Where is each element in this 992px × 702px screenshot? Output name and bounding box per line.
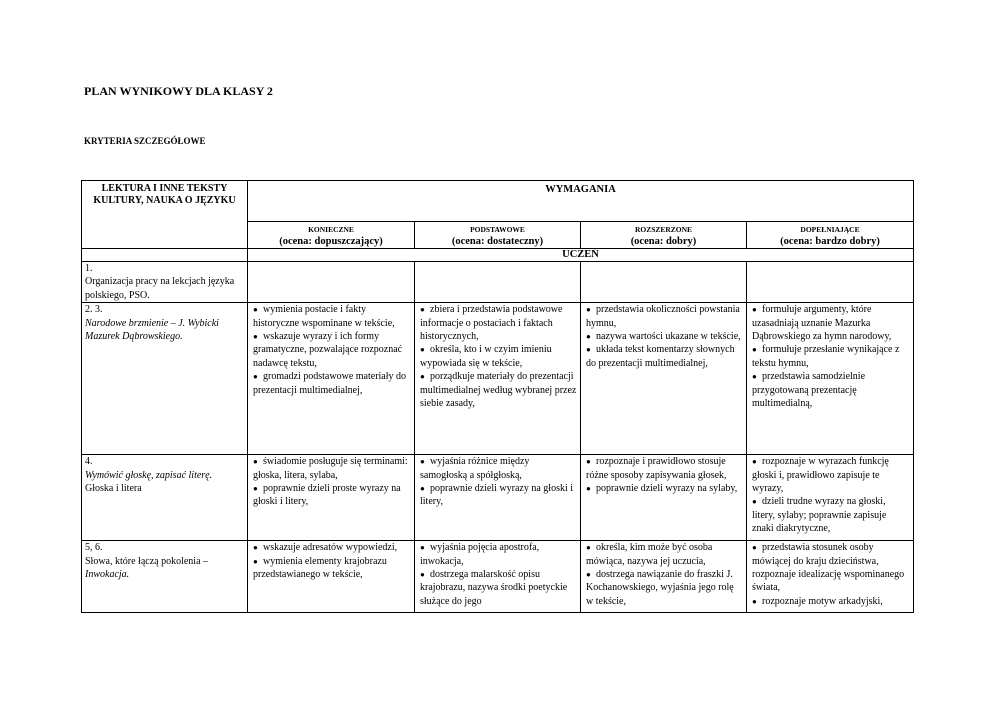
requirement-item <box>584 482 743 495</box>
level-name: KONIECZNE <box>308 225 354 234</box>
requirement-text: świadomie posługuje się terminami: głoska, litera, sylaba, <box>253 456 408 481</box>
level-grade: (ocena: dopuszczający) <box>279 236 383 247</box>
bullet-icon: ● <box>253 556 258 566</box>
level-header-dopelniajace <box>747 222 914 249</box>
requirement-cell <box>581 455 747 541</box>
bullet-icon: ● <box>586 457 591 467</box>
lesson-number: 2. 3. <box>85 304 103 316</box>
level-name: ROZSZERZONE <box>634 225 693 234</box>
bullet-icon: ● <box>586 305 591 315</box>
lesson-topic: Słowa, które łączą pokolenia – <box>85 555 209 567</box>
level-header-rozszerzone <box>581 222 747 249</box>
bullet-icon: ● <box>752 497 757 507</box>
requirement-cell <box>581 303 747 455</box>
lesson-topic: Organizacja pracy na lekcjach języka polskiego, PSO. <box>85 276 235 301</box>
bullet-icon: ● <box>420 484 425 494</box>
lesson-topic-italic: Inwokacja. <box>85 569 130 581</box>
requirement-text: formułuje przesłanie wynikające z tekstu hymnu, <box>752 344 900 369</box>
requirement-text: przedstawia okoliczności powstania hymnu, <box>586 304 740 329</box>
level-name: DOPEŁNIAJĄCE <box>800 225 860 234</box>
requirement-item <box>584 303 743 330</box>
bullet-icon: ● <box>253 543 258 553</box>
bullet-icon: ● <box>420 345 425 355</box>
requirement-item <box>584 455 743 482</box>
requirement-text: przedstawia samodzielnie przygotowaną prezentację multimedialną, <box>752 371 866 410</box>
requirement-text: poprawnie dzieli wyrazy na sylaby, <box>596 483 738 495</box>
requirement-item <box>418 455 577 482</box>
bullet-icon: ● <box>253 484 258 494</box>
level-grade: (ocena: dostateczny) <box>451 236 544 247</box>
requirement-item <box>750 343 910 370</box>
requirement-item <box>418 568 577 608</box>
requirement-cell <box>415 455 581 541</box>
table-row <box>82 262 914 303</box>
bullet-icon: ● <box>752 543 757 553</box>
left-column-header: LEKTURA I INNE TEKSTY KULTURY, NAUKA O JĘZYKU <box>82 181 248 249</box>
requirement-item <box>251 330 411 370</box>
requirement-item <box>584 541 743 568</box>
requirement-text: gromadzi podstawowe materiały do prezentacji multimedialnej, <box>253 371 407 396</box>
lesson-number: 5, 6. <box>85 542 103 554</box>
requirement-item <box>584 343 743 370</box>
requirement-cell <box>747 541 914 613</box>
requirement-item <box>251 303 411 330</box>
requirement-text: rozpoznaje i prawidłowo stosuje różne sposoby zapisywania głosek, <box>586 456 727 481</box>
requirement-item <box>418 343 577 370</box>
bullet-icon: ● <box>586 543 591 553</box>
requirement-item <box>418 370 577 410</box>
requirement-cell <box>415 303 581 455</box>
requirement-item <box>750 370 910 410</box>
requirement-item <box>750 495 910 535</box>
level-grade: (ocena: bardzo dobry) <box>780 236 880 247</box>
requirement-item <box>251 370 411 397</box>
bullet-icon: ● <box>586 332 591 342</box>
bullet-icon: ● <box>253 372 258 382</box>
requirement-cell <box>248 262 415 303</box>
requirement-text: przedstawia stosunek osoby mówiącej do kraju dzieciństwa, rozpoznaje idealizację wspominanego świata, <box>752 542 905 594</box>
bullet-icon: ● <box>586 484 591 494</box>
requirement-item <box>251 541 411 554</box>
requirement-text: określa, kto i w czyim imieniu wypowiada się w tekście, <box>420 344 552 369</box>
requirement-item <box>750 595 910 608</box>
topic-cell <box>82 262 248 303</box>
requirement-cell <box>747 455 914 541</box>
bullet-icon: ● <box>752 596 757 606</box>
table-row <box>82 541 914 613</box>
bullet-icon: ● <box>752 457 757 467</box>
requirement-item <box>584 330 743 343</box>
bullet-icon: ● <box>752 305 757 315</box>
bullet-icon: ● <box>253 457 258 467</box>
level-grade: (ocena: dobry) <box>630 236 697 247</box>
requirement-cell <box>747 262 914 303</box>
requirement-cell <box>415 541 581 613</box>
requirement-text: wskazuje adresatów wypowiedzi, <box>263 542 398 554</box>
document-title: PLAN WYNIKOWY DLA KLASY 2 <box>84 84 273 98</box>
level-header-koniecznie <box>248 222 415 249</box>
document-subtitle: KRYTERIA SZCZEGÓŁOWE <box>84 136 206 146</box>
student-label: UCZEŃ <box>248 249 914 262</box>
bullet-icon: ● <box>752 372 757 382</box>
requirement-item <box>750 541 910 595</box>
requirement-text: nazywa wartości ukazane w tekście, <box>596 331 741 343</box>
requirement-item <box>584 568 743 608</box>
level-name: PODSTAWOWE <box>470 225 525 234</box>
requirement-text: formułuje argumenty, które uzasadniają uznanie Mazurka Dąbrowskiego za hymn narodowy, <box>752 304 892 343</box>
lesson-topic-italic: Wymówić głoskę, zapisać literę. <box>85 469 213 481</box>
requirement-text: dostrzega nawiązanie do fraszki J. Kochanowskiego, wyjaśnia jego rolę w tekście, <box>586 569 734 607</box>
requirement-item <box>418 482 577 509</box>
requirement-cell <box>581 262 747 303</box>
requirements-header: WYMAGANIA <box>248 181 914 222</box>
bullet-icon: ● <box>420 372 425 382</box>
level-header-podstawowe <box>415 222 581 249</box>
requirement-text: zbiera i przedstawia podstawowe informacje o postaciach i faktach historycznych, <box>420 304 563 343</box>
requirement-cell <box>415 262 581 303</box>
lesson-number: 4. <box>85 456 93 468</box>
table-row <box>82 303 914 455</box>
bullet-icon: ● <box>586 345 591 355</box>
topic-cell <box>82 455 248 541</box>
requirement-text: porządkuje materiały do prezentacji multimedialnej według wybranej przez siebie zasady, <box>420 371 577 410</box>
requirement-text: układa tekst komentarzy słownych do prezentacji multimedialnej, <box>586 344 735 369</box>
lesson-topic: Głoska i litera <box>85 483 142 495</box>
requirements-table <box>81 180 914 613</box>
requirement-text: rozpoznaje motyw arkadyjski, <box>762 595 883 607</box>
topic-cell <box>82 303 248 455</box>
requirement-item <box>251 455 411 482</box>
requirement-item <box>251 555 411 582</box>
bullet-icon: ● <box>586 570 591 580</box>
requirement-text: poprawnie dzieli wyrazy na głoski i litery, <box>420 483 574 508</box>
table-row <box>82 455 914 541</box>
requirement-text: dostrzega malarskość opisu krajobrazu, nazywa środki poetyckie służące do jego <box>420 569 568 607</box>
bullet-icon: ● <box>253 305 258 315</box>
bullet-icon: ● <box>420 543 425 553</box>
requirement-item <box>418 303 577 343</box>
bullet-icon: ● <box>752 345 757 355</box>
requirement-cell <box>248 455 415 541</box>
lesson-number: 1. <box>85 263 93 274</box>
requirement-text: wyjaśnia różnice między samogłoską a spółgłoską, <box>420 456 530 481</box>
topic-cell <box>82 541 248 613</box>
requirement-text: poprawnie dzieli proste wyrazy na głoski i litery, <box>253 483 401 508</box>
requirement-text: określa, kim może być osoba mówiąca, nazywa jej uczucia, <box>586 542 713 567</box>
bullet-icon: ● <box>420 570 425 580</box>
requirement-text: wskazuje wyrazy i ich formy gramatyczne, pozwalające rozpoznać nadawcę tekstu, <box>253 331 403 369</box>
requirement-item <box>251 482 411 509</box>
requirement-text: wymienia elementy krajobrazu przedstawianego w tekście, <box>253 555 387 581</box>
requirement-cell <box>248 541 415 613</box>
requirement-text: wymienia postacie i fakty historyczne wspominane w tekście, <box>253 304 395 329</box>
requirement-item <box>750 455 910 495</box>
requirement-cell <box>747 303 914 455</box>
requirement-text: wyjaśnia pojęcia apostrofa, inwokacja, <box>420 542 540 567</box>
requirement-item <box>750 303 910 343</box>
bullet-icon: ● <box>420 305 425 315</box>
requirement-cell <box>248 303 415 455</box>
bullet-icon: ● <box>420 457 425 467</box>
lesson-topic: Narodowe brzmienie – J. Wybicki Mazurek Dąbrowskiego. <box>85 317 219 343</box>
requirement-text: dzieli trudne wyrazy na głoski, litery, sylaby; poprawnie zapisuje znaki diakrytyczne, <box>752 496 887 535</box>
requirement-item <box>418 541 577 568</box>
bullet-icon: ● <box>253 332 258 342</box>
requirement-text: rozpoznaje w wyrazach funkcję głoski i, prawidłowo zapisuje te wyrazy, <box>752 456 889 495</box>
requirement-cell <box>581 541 747 613</box>
